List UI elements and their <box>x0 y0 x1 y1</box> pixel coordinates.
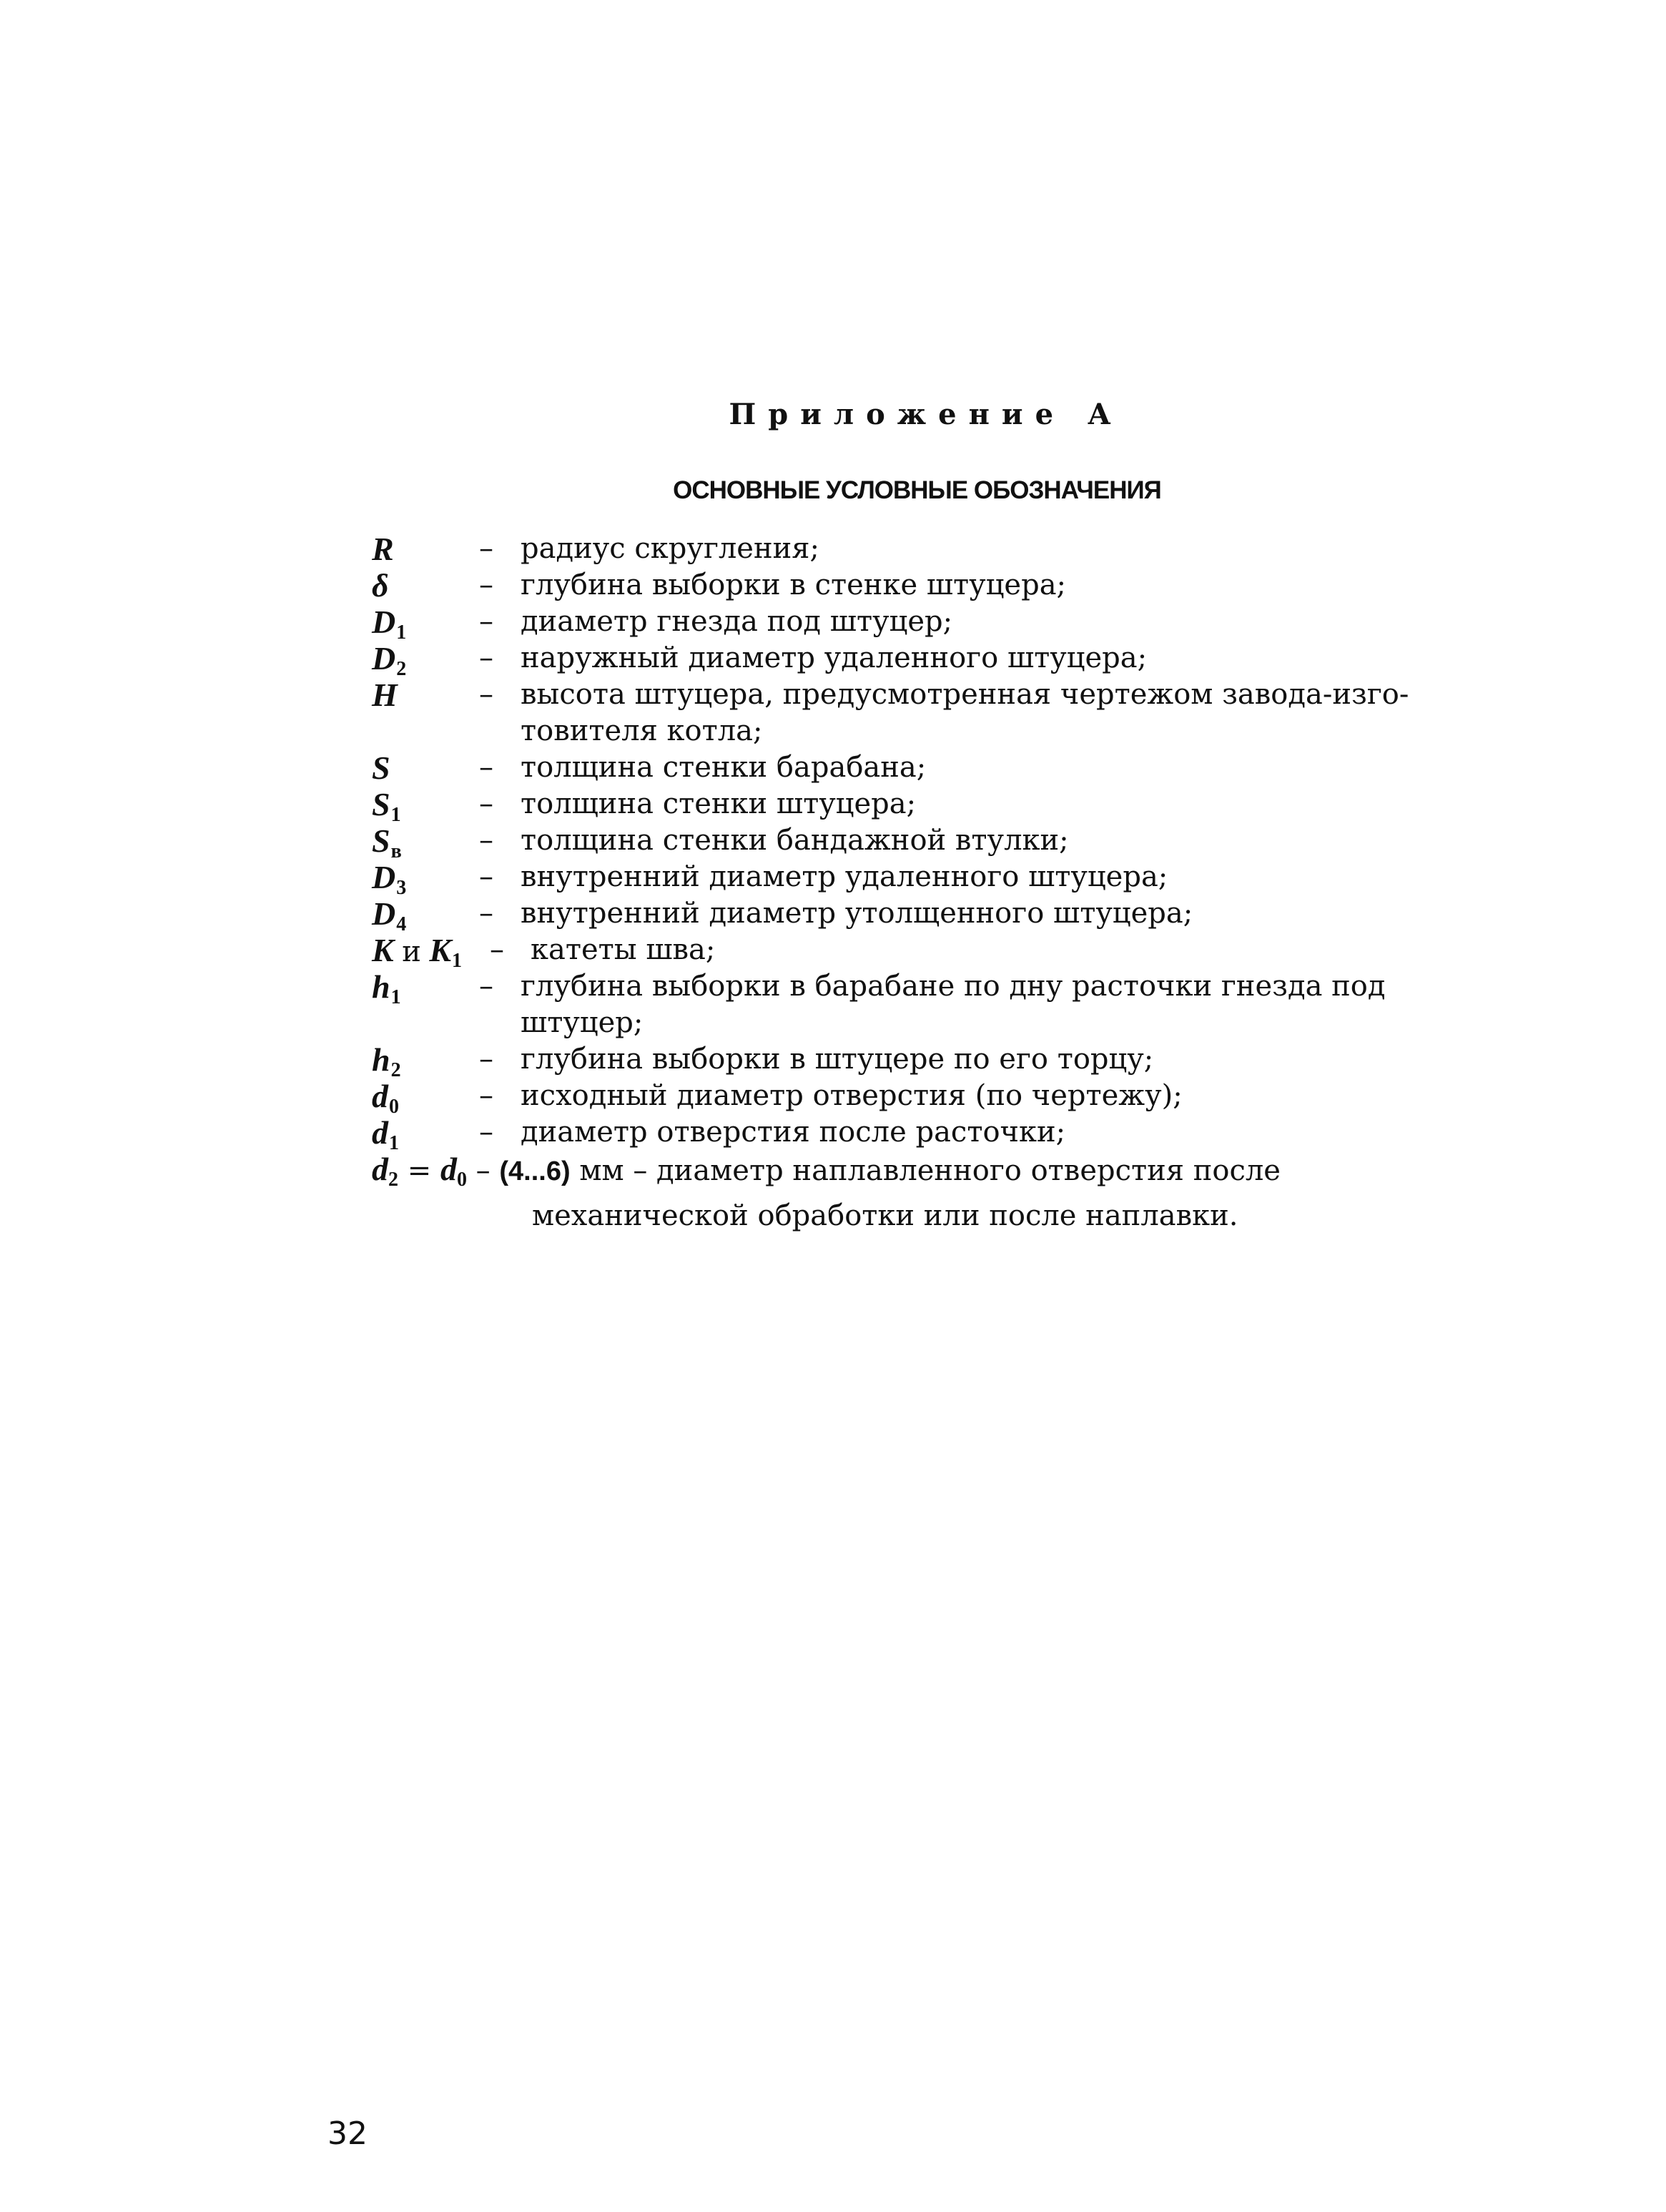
formula-unit: мм <box>579 1154 624 1187</box>
notation-description: высота штуцера, предусмотренная чертежом завода-изго-товителя котла; <box>521 678 1409 747</box>
notation-symbol: $d_1$ <box>372 1114 399 1154</box>
dash: – <box>479 970 493 1003</box>
notation-description: глубина выборки в стенке штуцера; <box>521 569 1067 601</box>
page-number: 32 <box>327 2115 368 2152</box>
equals-sign: = <box>407 1154 432 1187</box>
notation-symbol: S <box>372 749 390 786</box>
section-heading: ОСНОВНЫЕ УСЛОВНЫЕ ОБОЗНАЧЕНИЯ <box>673 476 1161 504</box>
notation-description: исходный диаметр отверстия (по чертежу); <box>521 1079 1183 1112</box>
notation-symbol: $S_в$ <box>372 822 402 862</box>
dash: – <box>479 1116 493 1149</box>
notation-description: диаметр отверстия после расточки; <box>521 1116 1066 1149</box>
dash: – <box>479 642 493 674</box>
formula-rhs: $d_0$ <box>440 1151 467 1191</box>
dash: – <box>479 678 493 711</box>
list-item <box>372 567 1487 604</box>
formula-line <box>372 1151 1487 1198</box>
notation-description: внутренний диаметр утолщенного штуцера; <box>521 897 1193 930</box>
list-item <box>372 604 1487 644</box>
notation-description: толщина стенки бандажной втулки; <box>521 824 1069 857</box>
list-item <box>372 677 1487 749</box>
dash: – <box>479 1043 493 1076</box>
list-item <box>372 822 1487 862</box>
notation-symbol: $d_0$ <box>372 1078 399 1118</box>
formula-range: (4...6) <box>499 1156 571 1186</box>
notation-symbol: $h_1$ <box>372 968 401 1008</box>
notation-symbol: K и $K_1$ <box>372 932 463 972</box>
notation-symbol: $D_3$ <box>372 859 407 899</box>
notation-description: катеты шва; <box>531 933 716 966</box>
notation-list <box>372 531 1487 1234</box>
notation-symbol: $D_4$ <box>372 895 407 935</box>
notation-symbol: $S_1$ <box>372 786 401 826</box>
dash: – <box>475 1154 491 1187</box>
list-item <box>372 786 1487 826</box>
notation-description: диаметр наплавленного отверстия после <box>656 1154 1281 1187</box>
notation-description-continued: механической обработки или после наплавки. <box>532 1199 1238 1232</box>
notation-symbol: R <box>372 531 394 567</box>
list-item <box>372 531 1487 567</box>
notation-symbol: δ <box>372 567 389 604</box>
dash: – <box>490 933 504 966</box>
notation-description: радиус скругления; <box>521 532 820 565</box>
notation-description: глубина выборки в штуцере по его торцу; <box>521 1043 1154 1076</box>
notation-symbol: H <box>372 677 398 713</box>
dash: – <box>479 824 493 857</box>
list-item <box>372 1114 1487 1154</box>
dash: – <box>479 1079 493 1112</box>
list-item <box>372 968 1487 1041</box>
dash: – <box>479 897 493 930</box>
appendix-title: Приложение А <box>729 398 1123 431</box>
dash: – <box>479 605 493 638</box>
notation-symbol: $D_1$ <box>372 604 407 644</box>
dash: – <box>479 532 493 565</box>
dash: – <box>633 1154 648 1187</box>
list-item <box>372 932 1487 972</box>
notation-symbol: $h_2$ <box>372 1041 401 1081</box>
list-item <box>372 640 1487 680</box>
dash: – <box>479 569 493 601</box>
list-item <box>372 1078 1487 1118</box>
list-item <box>372 859 1487 899</box>
list-item <box>372 749 1487 786</box>
list-item <box>372 895 1487 935</box>
dash: – <box>479 787 493 820</box>
notation-description: толщина стенки штуцера; <box>521 787 917 820</box>
list-item <box>372 1041 1487 1081</box>
notation-description: наружный диаметр удаленного штуцера; <box>521 642 1148 674</box>
notation-description: диаметр гнезда под штуцер; <box>521 605 953 638</box>
notation-symbol: $D_2$ <box>372 640 407 680</box>
notation-description: толщина стенки барабана; <box>521 751 927 784</box>
formula-lhs: $d_2$ <box>372 1151 398 1191</box>
dash: – <box>479 860 493 893</box>
notation-description: внутренний диаметр удаленного штуцера; <box>521 860 1168 893</box>
dash: – <box>479 751 493 784</box>
notation-description: глубина выборки в барабане по дну расточки гнезда под штуцер; <box>521 970 1386 1039</box>
